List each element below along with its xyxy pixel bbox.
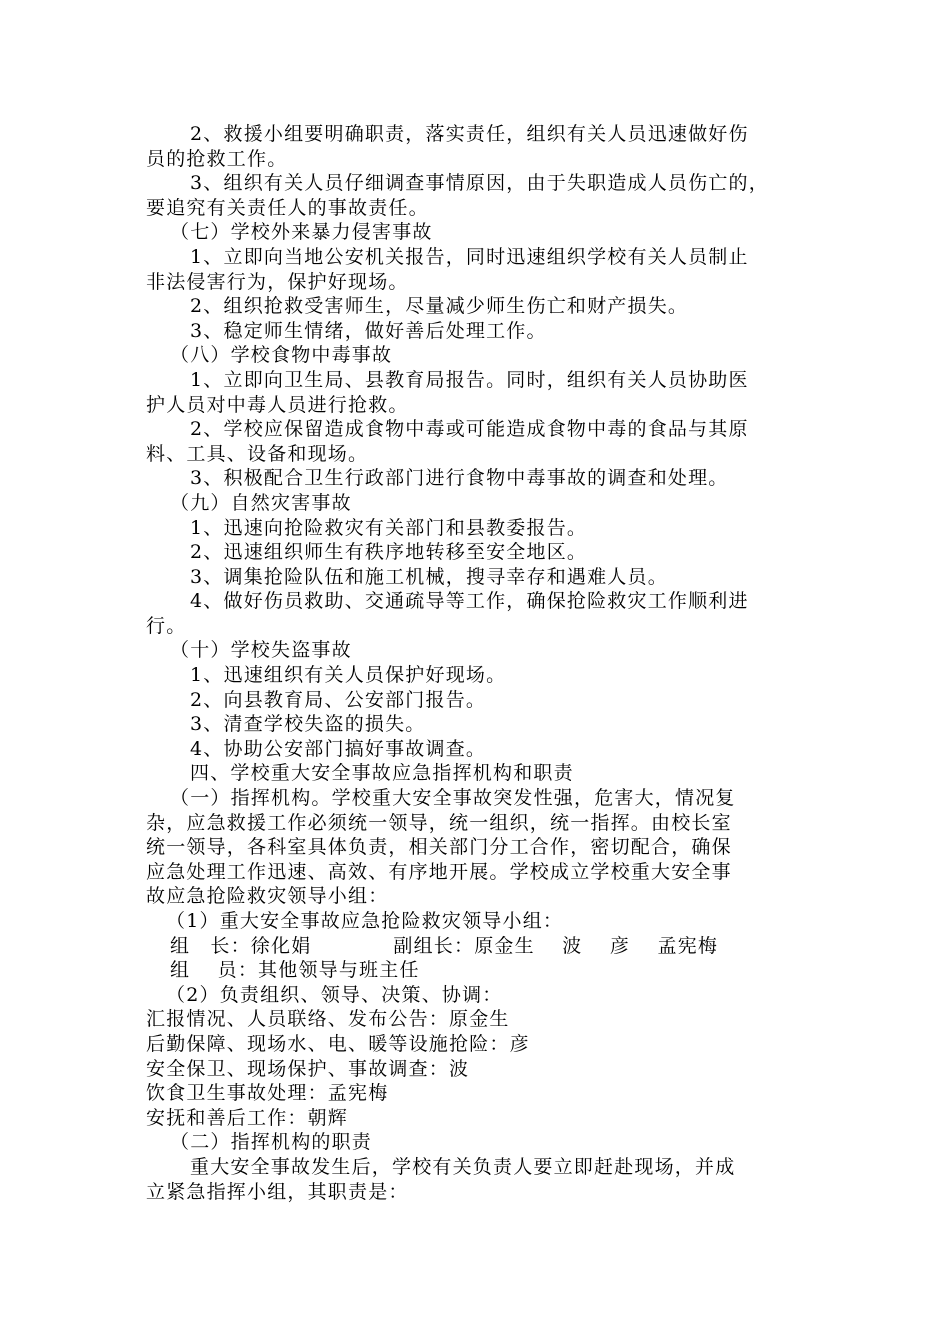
- paragraph-line: 故应急抢险救灾领导小组：: [146, 885, 389, 908]
- paragraph-line: 员的抢救工作。: [146, 147, 288, 170]
- paragraph-line: 2、组织抢救受害师生，尽量减少师生伤亡和财产损失。: [190, 295, 689, 318]
- paragraph-line: 1、迅速组织有关人员保护好现场。: [190, 664, 507, 687]
- paragraph-line: 统一领导，各科室具体负责，相关部门分工合作，密切配合，确保: [146, 836, 732, 859]
- paragraph-line: 1、立即向卫生局、县教育局报告。同时，组织有关人员协助医: [190, 368, 749, 391]
- assignment-line: 安抚和善后工作：朝辉: [146, 1106, 349, 1129]
- paragraph-line: 料、工具、设备和现场。: [146, 442, 369, 465]
- paragraph-line: 应急处理工作迅速、高效、有序地开展。学校成立学校重大安全事: [146, 860, 732, 883]
- paragraph-line: 4、做好伤员救助、交通疏导等工作，确保抢险救灾工作顺利进: [190, 590, 749, 613]
- paragraph-line: 3、积极配合卫生行政部门进行食物中毒事故的调查和处理。: [190, 467, 729, 490]
- paragraph-line: 行。: [146, 614, 187, 637]
- deputy-leader-label: 副组长：原金生 波 彦 孟宪梅: [393, 934, 719, 957]
- assignment-line: 汇报情况、人员联络、发布公告：原金生: [146, 1008, 510, 1031]
- paragraph-line: 重大安全事故发生后，学校有关负责人要立即赶赴现场，并成: [190, 1155, 736, 1178]
- paragraph-line: 2、救援小组要明确职责，落实责任，组织有关人员迅速做好伤: [190, 123, 749, 145]
- paragraph-line: 2、学校应保留造成食物中毒或可能造成食物中毒的食品与其原: [190, 418, 749, 441]
- list-heading: （1）重大安全事故应急抢险救灾领导小组：: [166, 910, 564, 932]
- paragraph-line: 护人员对中毒人员进行抢救。: [146, 393, 409, 416]
- document-body: [146, 122, 806, 1204]
- section-heading: （九）自然灾害事故: [170, 491, 352, 514]
- section-heading: （十）学校失盗事故: [170, 639, 352, 662]
- paragraph-line: 3、稳定师生情绪，做好善后处理工作。: [190, 319, 547, 342]
- paragraph-line: 2、迅速组织师生有秩序地转移至安全地区。: [190, 541, 588, 564]
- chapter-heading: 四、学校重大安全事故应急指挥机构和职责: [190, 762, 574, 785]
- assignment-line: 安全保卫、现场保护、事故调查：波: [146, 1057, 470, 1080]
- assignment-line: 后勤保障、现场水、电、暖等设施抢险：彦: [146, 1032, 530, 1055]
- assignment-line: 饮食卫生事故处理：孟宪梅: [146, 1082, 389, 1105]
- paragraph-line: 1、迅速向抢险救灾有关部门和县教委报告。: [190, 516, 588, 539]
- list-heading: （2）负责组织、领导、决策、协调：: [166, 983, 503, 1006]
- section-heading: （七）学校外来暴力侵害事故: [170, 221, 433, 244]
- paragraph-line: 要追究有关责任人的事故责任。: [146, 196, 429, 219]
- paragraph-line: 2、向县教育局、公安部门报告。: [190, 688, 487, 711]
- paragraph-line: 杂，应急救援工作必须统一领导，统一组织，统一指挥。由校长室: [146, 811, 732, 834]
- paragraph-line: 3、清查学校失盗的损失。: [190, 713, 426, 736]
- paragraph-line: （一）指挥机构。学校重大安全事故突发性强，危害大，情况复: [170, 787, 736, 810]
- section-heading: （八）学校食物中毒事故: [170, 344, 393, 367]
- paragraph-line: 4、协助公安部门搞好事故调查。: [190, 737, 487, 760]
- leader-label: 组 长：徐化娟: [170, 934, 312, 957]
- roster-line: [146, 934, 806, 959]
- section-heading: （二）指挥机构的职责: [170, 1131, 373, 1154]
- paragraph-line: 3、调集抢险队伍和施工机械，搜寻幸存和遇难人员。: [190, 565, 668, 588]
- roster-line: 组 员：其他领导与班主任: [170, 959, 420, 982]
- paragraph-line: 1、立即向当地公安机关报告，同时迅速组织学校有关人员制止: [190, 245, 749, 268]
- paragraph-line: 3、组织有关人员仔细调查事情原因，由于失职造成人员伤亡的，: [190, 172, 769, 195]
- paragraph-line: 立紧急指挥小组，其职责是：: [146, 1180, 409, 1203]
- paragraph-line: 非法侵害行为，保护好现场。: [146, 270, 409, 293]
